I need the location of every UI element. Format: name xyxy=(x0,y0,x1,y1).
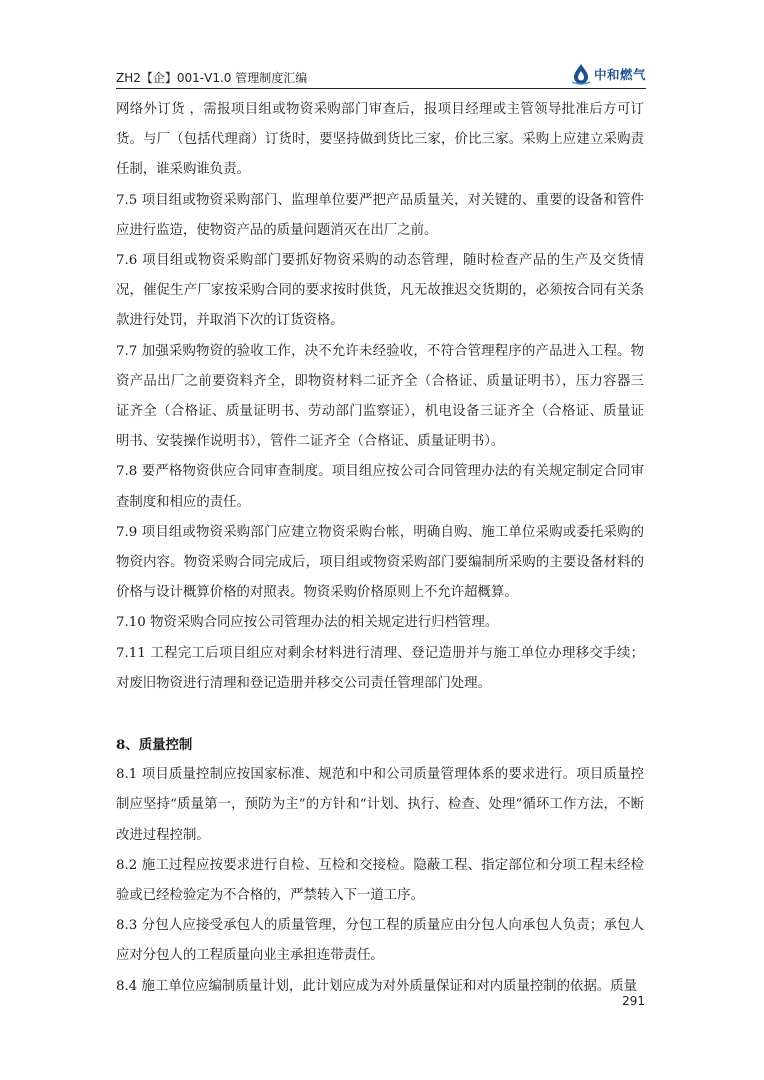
paragraph-8-2: 8.2 施工过程应按要求进行自检、互检和交接检。隐蔽工程、指定部位和分项工程未经检验或已经检验定为不合格的，严禁转入下一道工序。 xyxy=(116,857,644,904)
paragraph-continued: 网络外订货 ，需报项目组或物资采购部门审查后，报项目经理或主管领导批准后方可订货。与厂（包括代理商）订货时，要坚持做到货比三家，价比三家。采购上应建立采购责任制，谁采购谁负责。 xyxy=(116,102,644,178)
paragraph-7-11: 7.11 工程完工后项目组应对剩余材料进行清理、登记造册并与施工单位办理移交手续；对废旧物资进行清理和登记造册并移交公司责任管理部门处理。 xyxy=(116,645,644,691)
page-number: 291 xyxy=(622,994,645,1008)
paragraph-8-1: 8.1 项目质量控制应按国家标准、规范和中和公司质量管理体系的要求进行。项目质量控制应坚持“质量第一，预防为主”的方针和“计划、执行、检查、处理”循环工作方法，不断改进过程控制。 xyxy=(116,767,644,843)
paragraph-7-10: 7.10 物资采购合同应按公司管理办法的相关规定进行归档管理。 xyxy=(116,615,499,631)
paragraph-8-3: 8.3 分包人应接受承包人的质量管理，分包工程的质量应由分包人向承包人负责；承包人应对分包人的工程质量向业主承担连带责任。 xyxy=(116,918,644,964)
document-body xyxy=(116,95,644,1002)
company-logo xyxy=(571,62,646,86)
paragraph-7-8: 7.8 要严格物资供应合同审查制度。项目组应按公司合同管理办法的有关规定制定合同审查制度和相应的责任。 xyxy=(116,464,644,510)
paragraph-8-4: 8.4 施工单位应编制质量计划，此计划应成为对外质量保证和对内质量控制的依据。质量 xyxy=(116,978,638,994)
paragraph-7-7: 7.7 加强采购物资的验收工作，决不允许未经验收，不符合管理程序的产品进入工程。物资产品出厂之前要资料齐全，即物资材料二证齐全（合格证、质量证明书），压力容器三证齐全（合格证、质量证明书、劳动部门监察证），机电设备三证齐全（合格证、质量证明书、安装操作说明书），管件二证齐全（合格证、质量证明书）。 xyxy=(116,343,644,450)
paragraph-7-5: 7.5 项目组或物资采购部门、监理单位要严把产品质量关，对关键的、重要的设备和管件应进行监造，使物资产品的质量问题消灭在出厂之前。 xyxy=(116,192,644,238)
paragraph-7-9: 7.9 项目组或物资采购部门应建立物资采购台帐，明确自购、施工单位采购或委托采购的物资内容。物资采购合同完成后，项目组或物资采购部门要编制所采购的主要设备材料的价格与设计概算价格的对照表。物资采购价格原则上不允许超概算。 xyxy=(116,524,644,601)
document-title: ZH2【企】001-V1.0 管理制度汇编 xyxy=(116,71,308,85)
logo-text: 中和燃气 xyxy=(593,67,646,82)
page-header xyxy=(116,62,646,88)
section-title-quality-control: 8、质量控制 xyxy=(116,737,193,754)
header-divider xyxy=(116,88,646,89)
paragraph-7-6: 7.6 项目组或物资采购部门要抓好物资采购的动态管理，随时检查产品的生产及交货情况，催促生产厂家按采购合同的要求按时供货，凡无故推迟交货期的，必须按合同有关条款进行处罚，并取消下次的订货资格。 xyxy=(116,253,644,329)
gas-drop-icon xyxy=(571,63,591,85)
